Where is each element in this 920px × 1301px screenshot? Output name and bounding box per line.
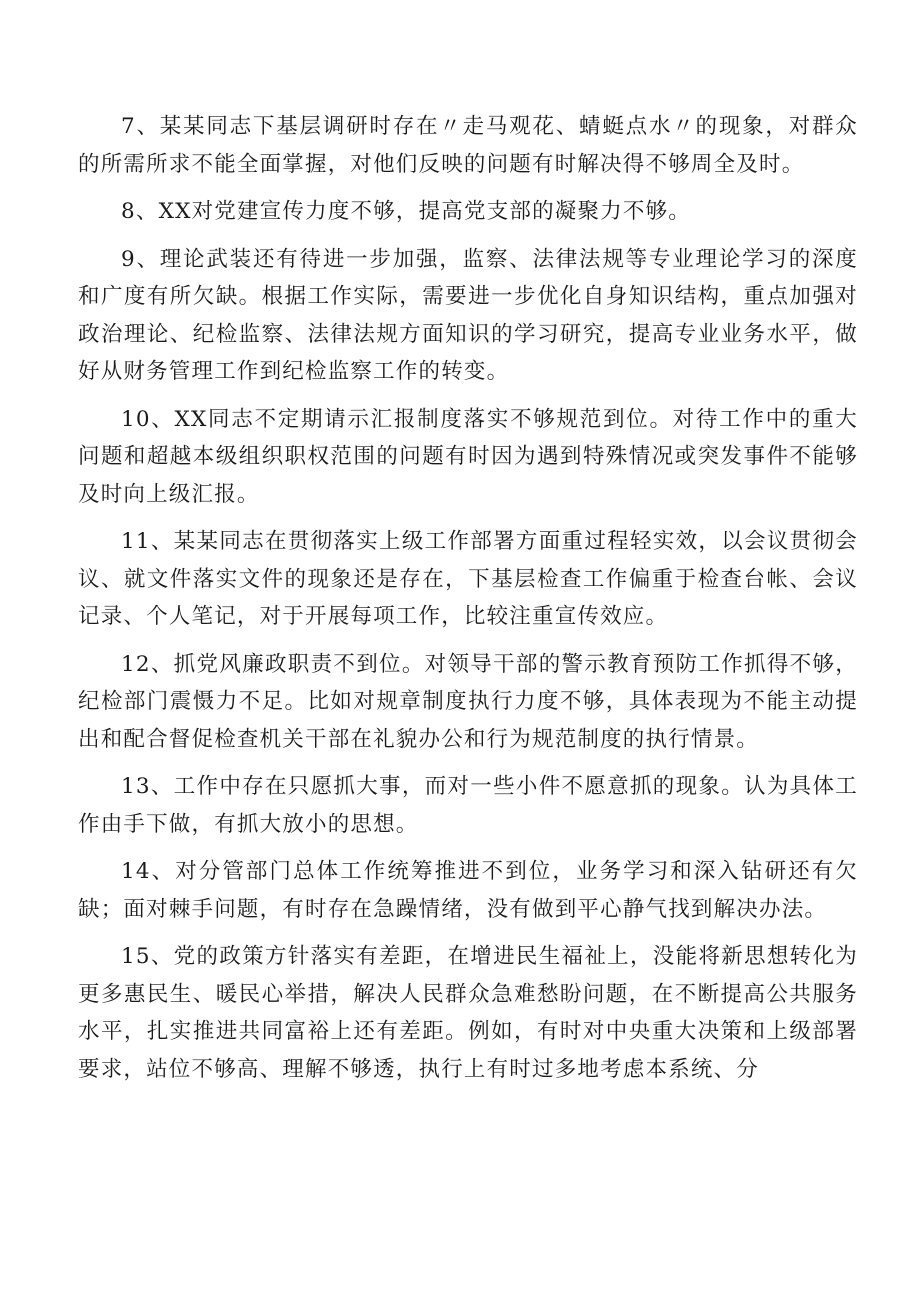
- paragraph-9: 9、理论武装还有待进一步加强，监察、法律法规等专业理论学习的深度和广度有所欠缺。根据工作实际，需要进一步优化自身知识结构，重点加强对政治理论、纪检监察、法律法规方面知识的学习研究，提高专业业务水平，做好从财务管理工作到纪检监察工作的转变。: [78, 246, 858, 384]
- paragraph-8: 8、XX对党建宣传力度不够，提高党支部的凝聚力不够。: [121, 199, 691, 224]
- paragraph-12: 12、抓党风廉政职责不到位。对领导干部的警示教育预防工作抓得不够，纪检部门震慑力不足。比如对规章制度执行力度不够，具体表现为不能主动提出和配合督促检查机关干部在礼貌办公和行为规范制度的执行情景。: [78, 651, 858, 752]
- paragraph-7: 7、某某同志下基层调研时存在〃走马观花、蜻蜓点水〃的现象，对群众的所需所求不能全面掌握，对他们反映的问题有时解决得不够周全及时。: [78, 114, 858, 177]
- paragraph-14: 14、对分管部门总体工作统筹推进不到位，业务学习和深入钻研还有欠缺；面对棘手问题，有时存在急躁情绪，没有做到平心静气找到解决办法。: [78, 859, 858, 922]
- paragraph-11: 11、某某同志在贯彻落实上级工作部署方面重过程轻实效，以会议贯彻会议、就文件落实文件的现象还是存在，下基层检查工作偏重于检查台帐、会议记录、个人笔记，对于开展每项工作，比较注重宣传效应。: [78, 529, 858, 629]
- paragraph-15: 15、党的政策方针落实有差距，在增进民生福祉上，没能将新思想转化为更多惠民生、暖民心举措，解决人民群众急难愁盼问题，在不断提高公共服务水平，扎实推进共同富裕上还有差距。例如，有时对中央重大决策和上级部署要求，站位不够高、理解不够透，执行上有时过多地考虑本系统、分: [78, 944, 858, 1082]
- document-body: [78, 108, 858, 1088]
- paragraph-13: 13、工作中存在只愿抓大事，而对一些小件不愿意抓的现象。认为具体工作由手下做，有抓大放小的思想。: [78, 774, 858, 837]
- paragraph-10: 10、XX同志不定期请示汇报制度落实不够规范到位。对待工作中的重大问题和超越本级组织职权范围的问题有时因为遇到特殊情况或突发事件不能够及时向上级汇报。: [78, 406, 858, 507]
